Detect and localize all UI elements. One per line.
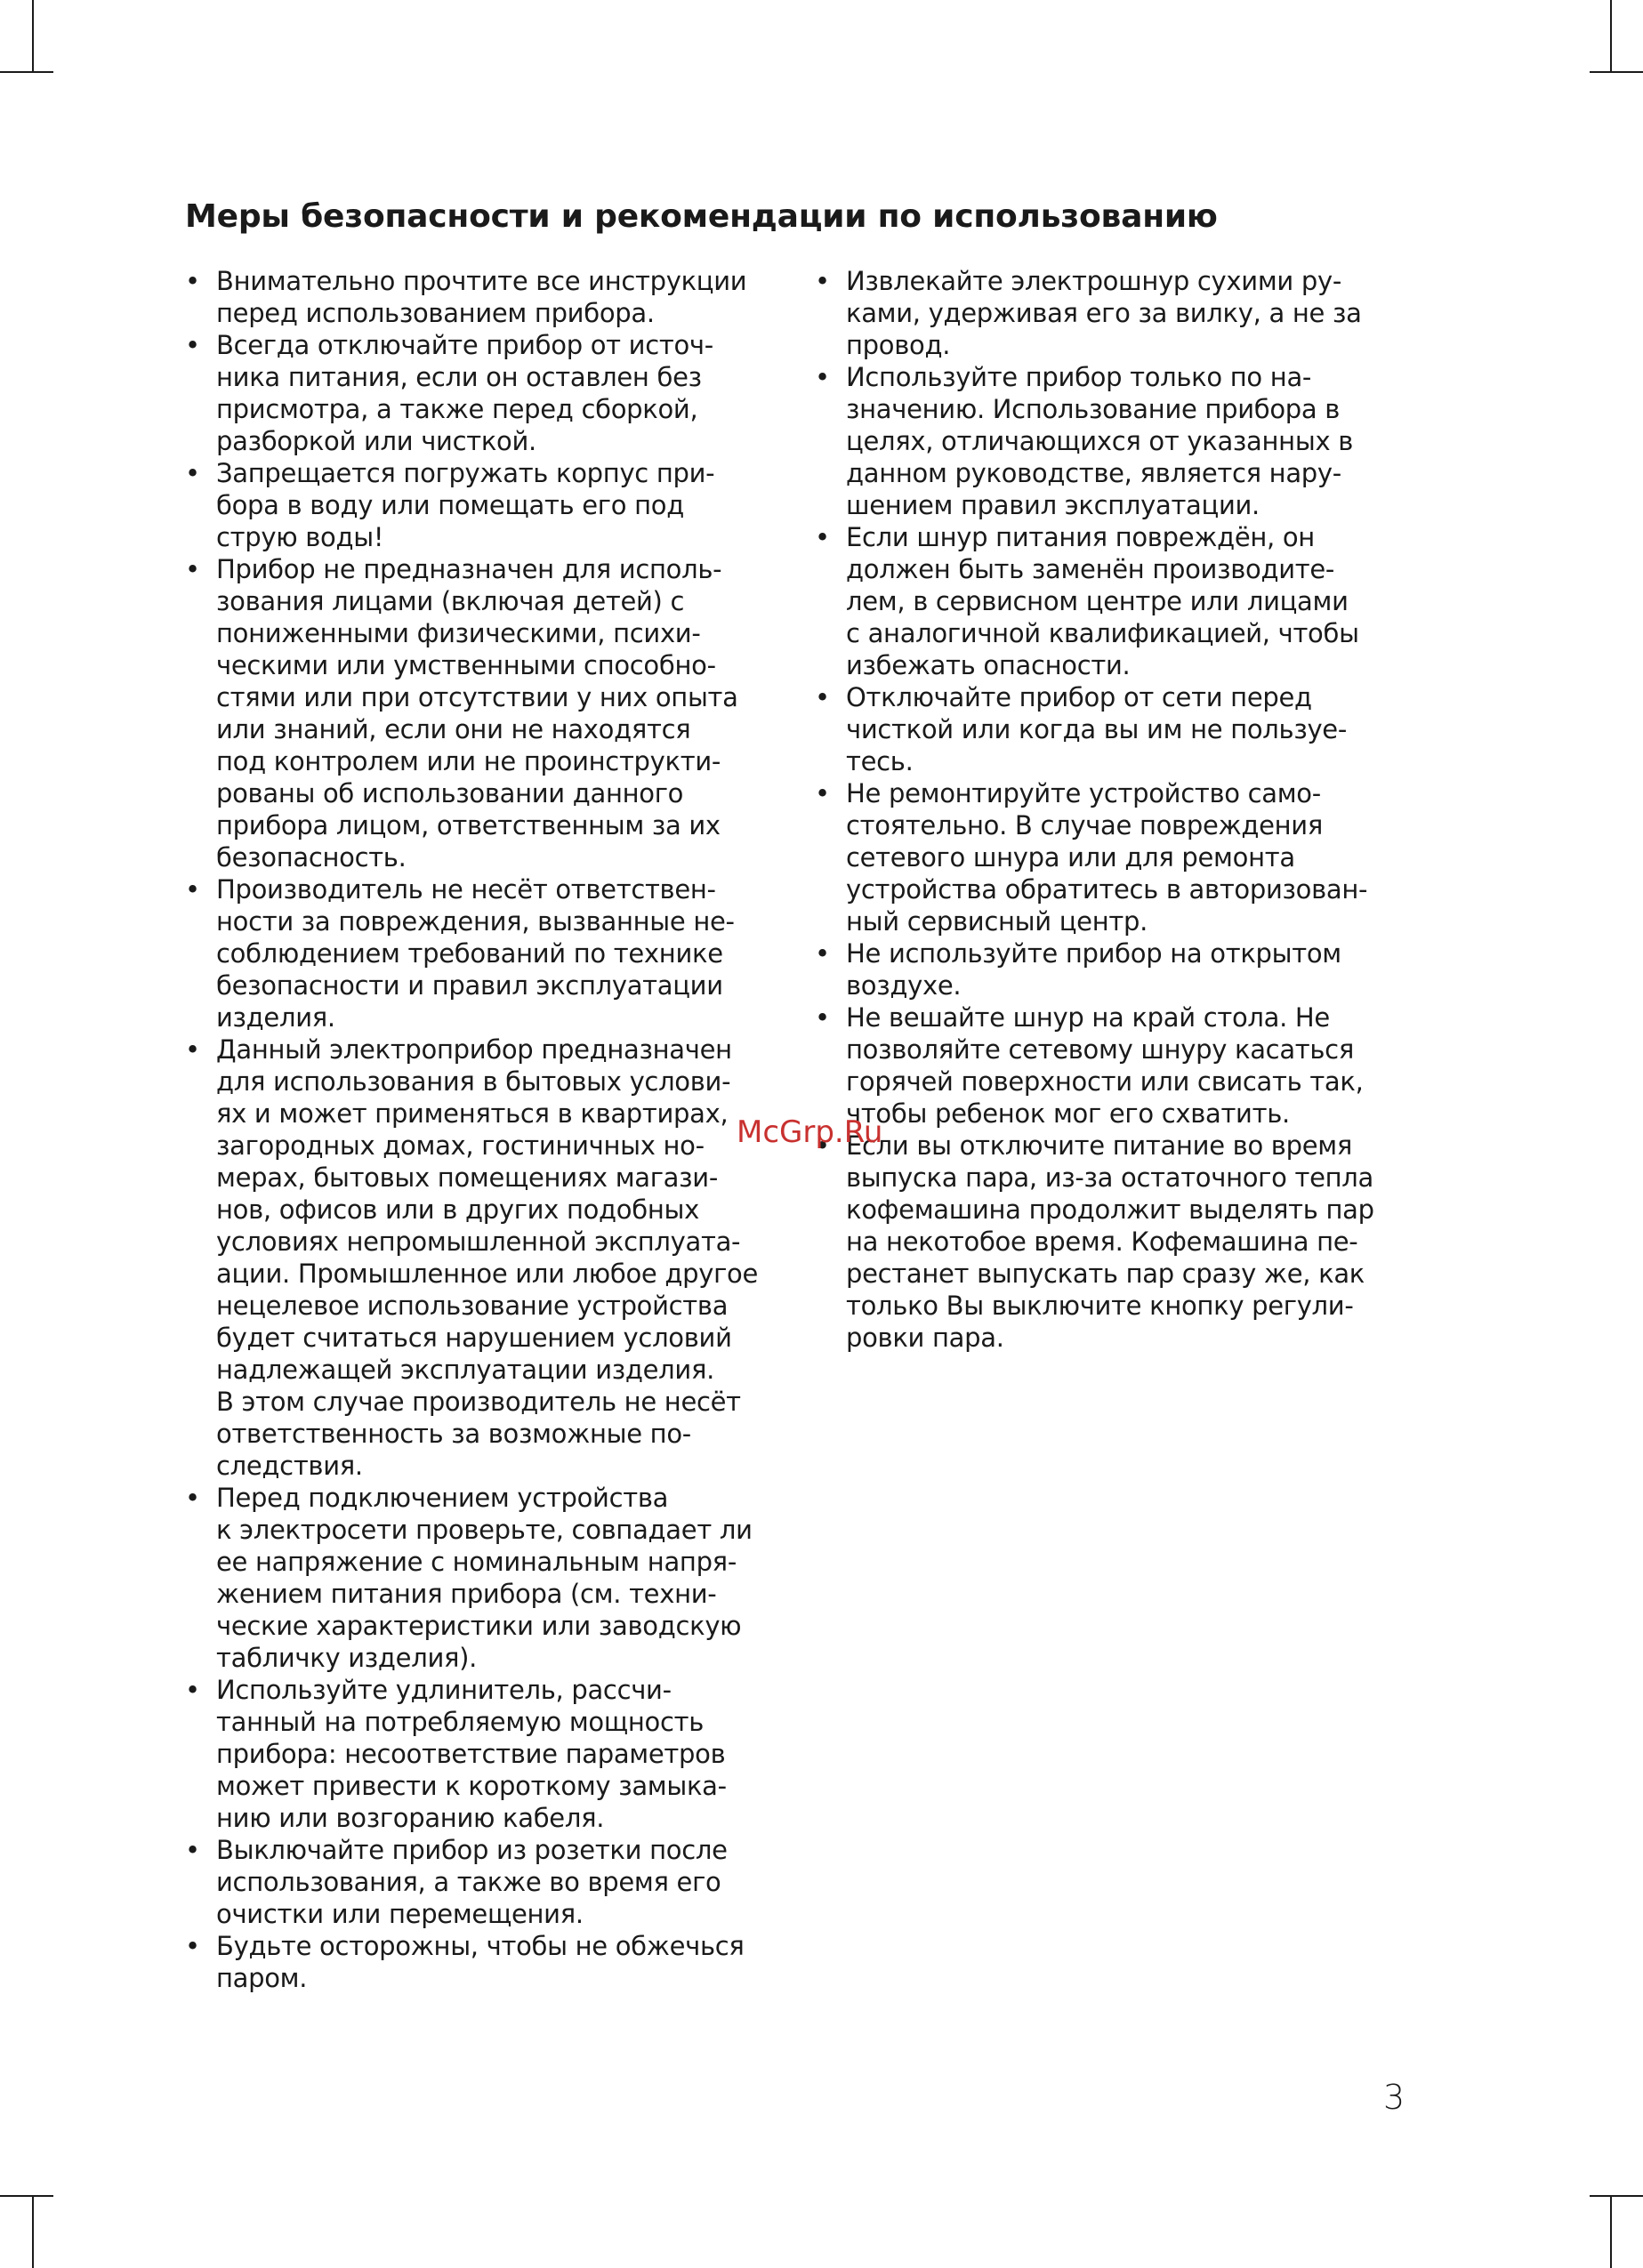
list-item-line: • Извлекайте электрошнур сухими ру- — [846, 266, 1342, 296]
list-item — [815, 937, 1420, 1001]
list-item-line: разборкой или чисткой. — [216, 426, 536, 456]
list-item-line: рестанет выпускать пар сразу же, как — [846, 1259, 1365, 1289]
list-item-line: • Прибор не предназначен для исполь- — [216, 554, 722, 584]
list-item-line: данном руководстве, является нару- — [846, 458, 1341, 488]
list-item-line: ности за повреждения, вызванные не- — [216, 906, 735, 937]
list-item-line: нов, офисов или в других подобных — [216, 1194, 699, 1225]
list-item-line: • Если вы отключите питание во время — [846, 1130, 1352, 1161]
list-item — [815, 681, 1420, 777]
list-item-line: только Вы выключите кнопку регули- — [846, 1291, 1354, 1321]
page-number: 3 — [1383, 2078, 1405, 2117]
list-item-line: • Запрещается погружать корпус при- — [216, 458, 715, 488]
list-item-line: ками, удерживая его за вилку, а не за — [846, 298, 1362, 328]
crop-mark-bottom-right-horizontal — [1590, 2195, 1643, 2197]
list-item-line: табличку изделия). — [216, 1643, 478, 1673]
list-item-line: ный сервисный центр. — [846, 906, 1148, 937]
list-item-line: ее напряжение с номинальным напря- — [216, 1547, 737, 1577]
list-item-line: • Производитель не несёт ответствен- — [216, 874, 716, 905]
list-item-line: ответственность за возможные по- — [216, 1419, 691, 1449]
list-item-line: • Не вешайте шнур на край стола. Не — [846, 1002, 1330, 1033]
list-item-line: • Внимательно прочтите все инструкции — [216, 266, 747, 296]
list-item-line: жением питания прибора (см. техни- — [216, 1579, 717, 1609]
list-item — [815, 361, 1420, 521]
list-item-line: перед использованием прибора. — [216, 298, 655, 328]
list-item — [815, 777, 1420, 937]
list-item — [815, 1001, 1420, 1130]
list-item-line: • Выключайте прибор из розетки после — [216, 1835, 728, 1865]
list-item — [185, 265, 790, 329]
list-item-line: бора в воду или помещать его под — [216, 490, 684, 520]
list-item-line: безопасности и правил эксплуатации — [216, 970, 723, 1001]
list-item — [815, 1130, 1420, 1354]
list-item-line: пониженными физическими, психи- — [216, 618, 701, 648]
list-item-line: зования лицами (включая детей) с — [216, 586, 685, 616]
list-item-line: целях, отличающихся от указанных в — [846, 426, 1354, 456]
list-item-line: • Не ремонтируйте устройство само- — [846, 778, 1321, 808]
list-item-line: условиях непромышленной эксплуата- — [216, 1226, 741, 1257]
list-item — [185, 553, 790, 873]
list-item-line: • Всегда отключайте прибор от источ- — [216, 330, 713, 360]
crop-mark-bottom-left-vertical — [32, 2195, 34, 2268]
list-item-line: позволяйте сетевому шнуру касаться — [846, 1034, 1354, 1065]
list-item-line: соблюдением требований по технике — [216, 938, 723, 969]
list-item-line: • Перед подключением устройства — [216, 1483, 669, 1513]
page-title: Меры безопасности и рекомендации по использованию — [185, 198, 1218, 235]
list-item-line: чтобы ребенок мог его схватить. — [846, 1098, 1290, 1129]
list-item — [185, 457, 790, 553]
list-item-line: безопасность. — [216, 842, 407, 873]
crop-mark-top-left-vertical — [32, 0, 34, 71]
list-item-line: выпуска пара, из-за остаточного тепла — [846, 1162, 1373, 1193]
list-item-line: под контролем или не проинструкти- — [216, 746, 721, 776]
list-item-line: ации. Промышленное или любое другое — [216, 1259, 759, 1289]
right-column-list — [815, 265, 1420, 1354]
list-item-line: изделия. — [216, 1002, 335, 1033]
list-item-line: • Данный электроприбор предназначен — [216, 1034, 732, 1065]
list-item-line: к электросети проверьте, совпадает ли — [216, 1515, 753, 1545]
list-item-line: • Используйте прибор только по на- — [846, 362, 1312, 392]
list-item-line: струю воды! — [216, 522, 384, 552]
list-item-line: лем, в сервисном центре или лицами — [846, 586, 1349, 616]
list-item-line: должен быть заменён производите- — [846, 554, 1335, 584]
list-item-line: чисткой или когда вы им не пользуе- — [846, 714, 1348, 744]
list-item — [185, 1930, 790, 1994]
crop-mark-top-right-horizontal — [1590, 71, 1643, 73]
list-item-line: присмотра, а также перед сборкой, — [216, 394, 698, 424]
crop-mark-top-left-horizontal — [0, 71, 53, 73]
list-item-line: • Если шнур питания повреждён, он — [846, 522, 1315, 552]
list-item-line: ника питания, если он оставлен без — [216, 362, 702, 392]
crop-mark-bottom-left-horizontal — [0, 2195, 53, 2197]
list-item-line: загородных домах, гостиничных но- — [216, 1130, 705, 1161]
list-item-line: шением правил эксплуатации. — [846, 490, 1260, 520]
list-item-line: стоятельно. В случае повреждения — [846, 810, 1323, 840]
list-item-line: • Будьте осторожны, чтобы не обжечься — [216, 1931, 745, 1961]
list-item — [815, 521, 1420, 681]
list-item-line: использования, а также во время его — [216, 1867, 721, 1897]
list-item-line: • Не используйте прибор на открытом — [846, 938, 1341, 969]
list-item-line: ческими или умственными способно- — [216, 650, 716, 680]
list-item-line: на некотобое время. Кофемашина пе- — [846, 1226, 1358, 1257]
list-item-line: или знаний, если они не находятся — [216, 714, 691, 744]
list-item — [185, 1482, 790, 1674]
list-item-line: надлежащей эксплуатации изделия. — [216, 1355, 715, 1385]
list-item-line: будет считаться нарушением условий — [216, 1323, 732, 1353]
list-item-line: для использования в бытовых услови- — [216, 1066, 731, 1097]
list-item — [185, 1674, 790, 1834]
list-item — [815, 265, 1420, 361]
list-item-line: • Отключайте прибор от сети перед — [846, 682, 1312, 712]
list-item — [185, 1834, 790, 1930]
list-item-line: ческие характеристики или заводскую — [216, 1611, 742, 1641]
list-item-line: В этом случае производитель не несёт — [216, 1387, 741, 1417]
list-item-line: тесь. — [846, 746, 914, 776]
list-item — [185, 1033, 790, 1482]
left-column-list — [185, 265, 790, 1994]
list-item-line: стями или при отсутствии у них опыта — [216, 682, 738, 712]
crop-mark-top-right-vertical — [1610, 0, 1612, 71]
list-item-line: провод. — [846, 330, 951, 360]
list-item-line: очистки или перемещения. — [216, 1899, 584, 1929]
list-item-line: нию или возгоранию кабеля. — [216, 1803, 605, 1833]
list-item-line: может привести к короткому замыка- — [216, 1771, 727, 1801]
crop-mark-bottom-right-vertical — [1610, 2195, 1612, 2268]
list-item-line: следствия. — [216, 1451, 363, 1481]
list-item-line: нецелевое использование устройства — [216, 1291, 729, 1321]
list-item-line: рованы об использовании данного — [216, 778, 684, 808]
watermark: McGrp.Ru — [737, 1114, 883, 1150]
list-item-line: • Используйте удлинитель, рассчи- — [216, 1675, 672, 1705]
list-item-line: ях и может применяться в квартирах, — [216, 1098, 729, 1129]
list-item-line: прибора: несоответствие параметров — [216, 1739, 726, 1769]
list-item-line: значению. Использование прибора в — [846, 394, 1341, 424]
list-item-line: горячей поверхности или свисать так, — [846, 1066, 1364, 1097]
list-item-line: избежать опасности. — [846, 650, 1131, 680]
list-item-line: мерах, бытовых помещениях магази- — [216, 1162, 718, 1193]
list-item-line: танный на потребляемую мощность — [216, 1707, 704, 1737]
list-item-line: с аналогичной квалификацией, чтобы — [846, 618, 1359, 648]
list-item-line: сетевого шнура или для ремонта — [846, 842, 1295, 873]
list-item-line: прибора лицом, ответственным за их — [216, 810, 721, 840]
list-item-line: воздухе. — [846, 970, 962, 1001]
list-item-line: ровки пара. — [846, 1323, 1004, 1353]
list-item-line: устройства обратитесь в авторизован- — [846, 874, 1368, 905]
list-item-line: паром. — [216, 1963, 308, 1993]
list-item — [185, 329, 790, 457]
list-item-line: кофемашина продолжит выделять пар — [846, 1194, 1374, 1225]
list-item — [185, 873, 790, 1033]
